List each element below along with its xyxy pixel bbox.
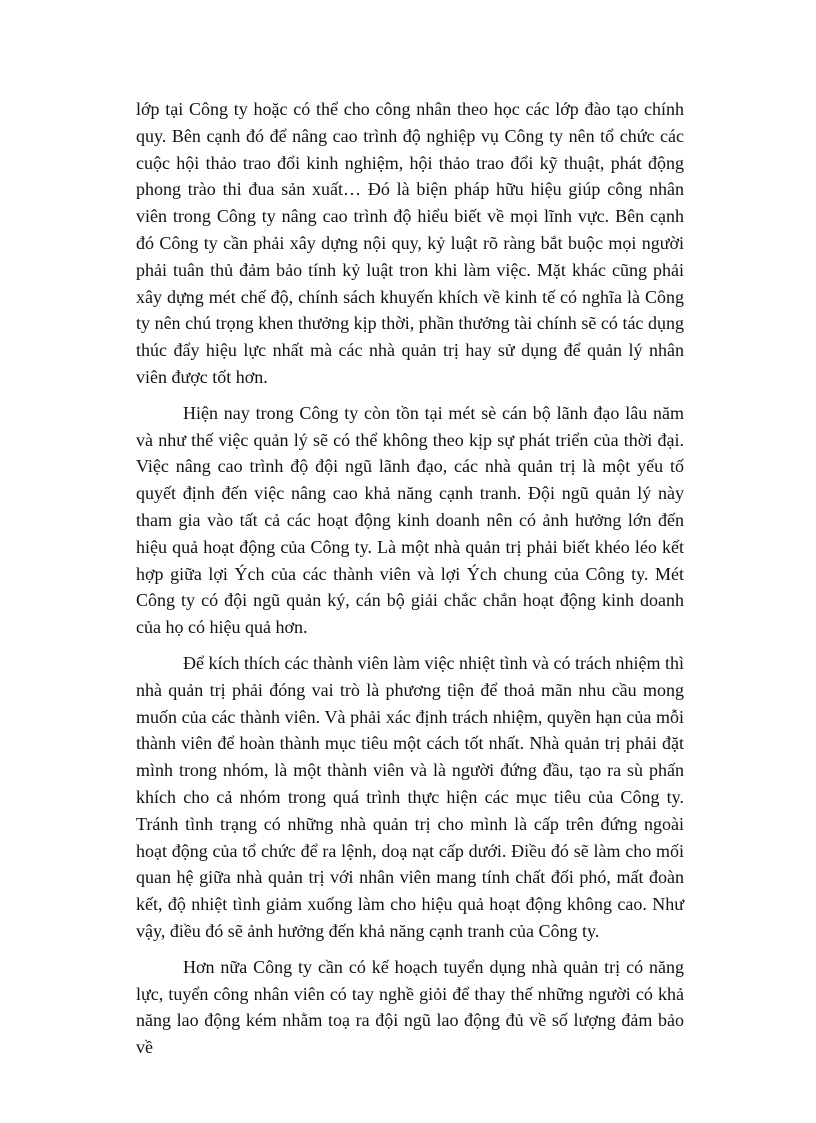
paragraph-continuation: lớp tại Công ty hoặc có thể cho công nhân theo học các lớp đào tạo chính quy. Bên cạnh đó để nâng cao trình độ nghiệp vụ Công ty nên tổ chức các cuộc hội thảo trao đổi kinh nghiệm, hội thảo trao đổi kỹ thuật, phát động phong trào thi đua sản xuất… Đó là biện pháp hữu hiệu giúp công nhân viên trong Công ty nâng cao trình độ hiểu biết về mọi lĩnh vực. Bên cạnh đó Công ty cần phải xây dựng nội quy, kỷ luật rõ ràng bắt buộc mọi người phải tuân thủ đảm bảo tính kỷ luật tron khi làm việc. Mặt khác cũng phải xây dựng mét chế độ, chính sách khuyến khích về kinh tế có nghĩa là Công ty nên chú trọng khen thưởng kịp thời, phần thưởng tài chính sẽ có tác dụng thúc đẩy hiệu lực nhất mà các nhà quản trị hay sử dụng để quản lý nhân viên được tốt hơn.: [136, 99, 684, 387]
document-body: [136, 96, 684, 1070]
paragraph-leadership: Hiện nay trong Công ty còn tồn tại mét sè cán bộ lãnh đạo lâu năm và như thế việc quản lý sẽ có thể không theo kịp sự phát triển của thời đại. Việc nâng cao trình độ đội ngũ lãnh đạo, các nhà quản trị là một yếu tố quyết định đến việc nâng cao khả năng cạnh tranh. Đội ngũ quản lý này tham gia vào tất cả các hoạt động kinh doanh nên có ảnh hưởng lớn đến hiệu quả hoạt động của Công ty. Là một nhà quản trị phải biết khéo léo kết hợp giữa lợi Ých của các thành viên và lợi Ých chung của Công ty. Mét Công ty có đội ngũ quản ký, cán bộ giải chắc chắn hoạt động kinh doanh của họ có hiệu quả hơn.: [136, 402, 684, 638]
paragraph-motivation: Để kích thích các thành viên làm việc nhiệt tình và có trách nhiệm thì nhà quản trị phải đóng vai trò là phương tiện để thoả mãn nhu cầu mong muốn của các thành viên. Và phải xác định trách nhiệm, quyền hạn của mỗi thành viên để hoàn thành mục tiêu một cách tốt nhất. Nhà quản trị phải đặt mình trong nhóm, là một thành viên và là người đứng đầu, tạo ra sù phấn khích cho cả nhóm trong quá trình thực hiện các mục tiêu của Công ty. Tránh tình trạng có những nhà quản trị cho mình là cấp trên đứng ngoài hoạt động của tổ chức để ra lệnh, doạ nạt cấp dưới. Điều đó sẽ làm cho mối quan hệ giữa nhà quản trị với nhân viên mang tính chất đối phó, mất đoàn kết, độ nhiệt tình giảm xuống làm cho hiệu quả hoạt động không cao. Như vậy, điều đó sẽ ảnh hưởng đến khả năng cạnh tranh của Công ty.: [136, 652, 684, 941]
paragraph-recruitment: Hơn nữa Công ty cần có kế hoạch tuyển dụng nhà quản trị có năng lực, tuyển công nhân viên có tay nghề giỏi để thay thế những người có khả năng lao động kém nhằm toạ ra đội ngũ lao động đủ về số lượng đảm bảo về: [136, 956, 684, 1058]
